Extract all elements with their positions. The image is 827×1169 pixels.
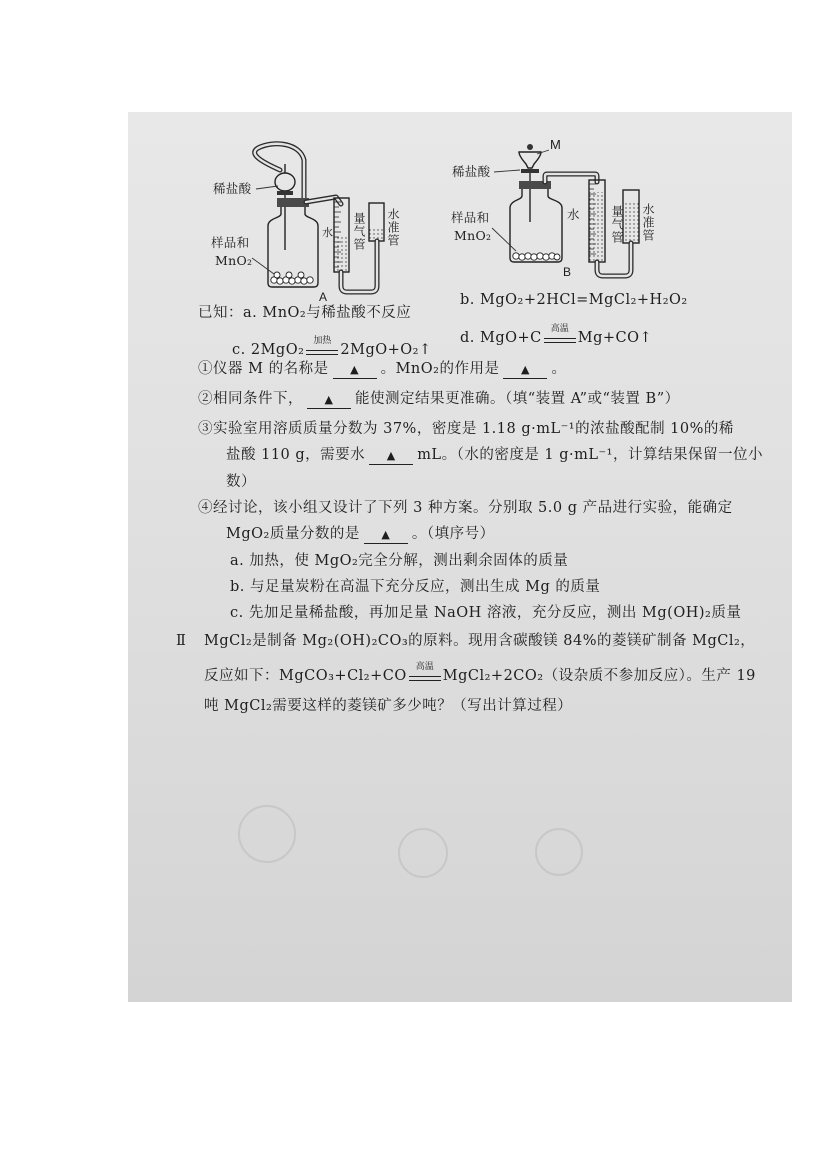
- question-3-line-1: ③实验室用溶质质量分数为 37%，密度是 1.18 g·mL⁻¹的浓盐酸配制 10%的稀: [198, 421, 734, 437]
- question-4-option-b: b. 与足量炭粉在高温下充分反应，测出生成 Mg 的质量: [230, 579, 601, 595]
- double-line: [409, 676, 441, 681]
- sample-beads: [513, 253, 560, 260]
- known-c-products: 2MgO+O₂↑: [340, 342, 432, 358]
- acid-pointer-line: [494, 170, 520, 172]
- apparatus-b-caption: B: [563, 265, 572, 279]
- q3-text-2: mL。（水的密度是 1 g·mL⁻¹，计算结果保留一位小: [417, 447, 763, 463]
- known-b-line: b. MgO₂+2HCl=MgCl₂+H₂O₂: [460, 292, 688, 308]
- known-d-condition: 高温: [550, 324, 569, 334]
- apparatus-b-acid-label: 稀盐酸: [452, 164, 491, 179]
- show-through-mark: [535, 828, 583, 876]
- leveling-tube: [369, 203, 384, 241]
- apparatus-b-sample-label-formula: MnO₂: [454, 228, 492, 243]
- apparatus-b-water-label: 水: [567, 207, 580, 222]
- question-1: [198, 360, 566, 379]
- known-d-products: Mg+CO↑: [577, 330, 653, 346]
- apparatus-a-sample-label-formula: MnO₂: [215, 253, 253, 268]
- part-2-condition: 高温: [415, 662, 434, 672]
- gas-measuring-tube: [334, 198, 349, 272]
- apparatus-b-level-tube-label: 水准管: [641, 203, 655, 242]
- leveling-tube: [623, 190, 639, 243]
- known-c-reactants: c. 2MgO₂: [232, 342, 305, 358]
- apparatus-a-sample-label: 样品和: [211, 235, 250, 250]
- apparatus-b-gas-tube-label: 量气管: [610, 205, 624, 244]
- known-intro: 已知：: [198, 305, 243, 321]
- apparatus-a: [200, 140, 400, 305]
- q3-text-1: 盐酸 110 g，需要水: [226, 447, 366, 463]
- answer-blank: ▲: [307, 392, 351, 409]
- known-a-text: a. MnO₂与稀盐酸不反应: [243, 305, 412, 321]
- known-c-condition: 加热: [313, 336, 332, 346]
- sample-pointer-line: [252, 258, 274, 274]
- question-4-option-c: c. 先加足量稀盐酸，再加足量 NaOH 溶液，充分反应，测出 Mg(OH)₂质量: [230, 605, 742, 621]
- known-c-equals-sign: [306, 336, 338, 359]
- part-2-line-1: MgCl₂是制备 Mg₂(OH)₂CO₃的原料。现用含碳酸镁 84%的菱镁矿制备 MgCl₂，: [204, 633, 756, 649]
- acid-pointer-line: [256, 186, 278, 189]
- q1-text-1: ①仪器 M 的名称是: [198, 361, 329, 377]
- apparatus-b: [440, 130, 670, 280]
- double-line: [306, 350, 338, 355]
- stopcock: [277, 191, 293, 195]
- apparatus-a-water-label: 水: [322, 226, 334, 239]
- part-2-line-3: 吨 MgCl₂需要这样的菱镁矿多少吨？（写出计算过程）: [204, 698, 573, 714]
- part-2-products: MgCl₂+2CO₂（设杂质不参加反应）。生产 19: [442, 668, 756, 684]
- part-2-line-2: [204, 662, 756, 685]
- double-line: [544, 338, 576, 343]
- answer-blank: ▲: [364, 527, 408, 544]
- q2-text-1: ②相同条件下，: [198, 391, 303, 407]
- gas-measuring-tube: [589, 180, 605, 262]
- q4-text-1: MgO₂质量分数的是: [226, 526, 360, 542]
- answer-blank: ▲: [503, 362, 547, 379]
- question-3-line-3: 数）: [226, 474, 256, 490]
- part-2-equals-sign: [409, 662, 441, 685]
- known-a-line: [198, 304, 411, 322]
- answer-blank: ▲: [369, 448, 413, 465]
- q1-text-3: 。: [551, 361, 567, 377]
- q1-text-2: 。MnO₂的作用是: [380, 361, 500, 377]
- answer-blank: ▲: [333, 362, 377, 379]
- known-d-equation: [460, 324, 653, 347]
- sample-pointer-line: [492, 228, 516, 251]
- question-3-line-2: [226, 446, 763, 465]
- apparatus-b-funnel-label: M: [550, 137, 562, 152]
- question-4-line-2: [226, 525, 495, 544]
- apparatus-b-sample-label: 样品和: [451, 210, 490, 225]
- question-4-option-a: a. 加热，使 MgO₂完全分解，测出剩余固体的质量: [230, 553, 569, 569]
- show-through-mark: [398, 828, 448, 878]
- question-2: [198, 390, 680, 409]
- apparatus-a-caption: A: [319, 290, 328, 304]
- sample-beads: [271, 272, 313, 284]
- part-2-numeral: Ⅱ: [176, 633, 187, 649]
- apparatus-a-level-tube-label: 水准管: [386, 208, 400, 247]
- q4-text-2: 。（填序号）: [411, 526, 495, 542]
- show-through-mark: [238, 805, 296, 863]
- apparatus-a-acid-label: 稀盐酸: [213, 181, 252, 196]
- stopcock: [521, 169, 539, 173]
- question-4-line-1: ④经讨论，该小组又设计了下列 3 种方案。分别取 5.0 g 产品进行实验，能确定: [198, 500, 733, 516]
- known-d-reactants: d. MgO+C: [460, 330, 542, 346]
- part-2-reactants: 反应如下：MgCO₃+Cl₂+CO: [204, 668, 407, 684]
- apparatus-a-gas-tube-label: 量气管: [352, 212, 366, 251]
- known-c-equation: [232, 336, 432, 359]
- q2-text-2: 能使测定结果更准确。（填“装置 A”或“装置 B”）: [355, 391, 680, 407]
- flask: [510, 181, 562, 262]
- known-d-equals-sign: [544, 324, 576, 347]
